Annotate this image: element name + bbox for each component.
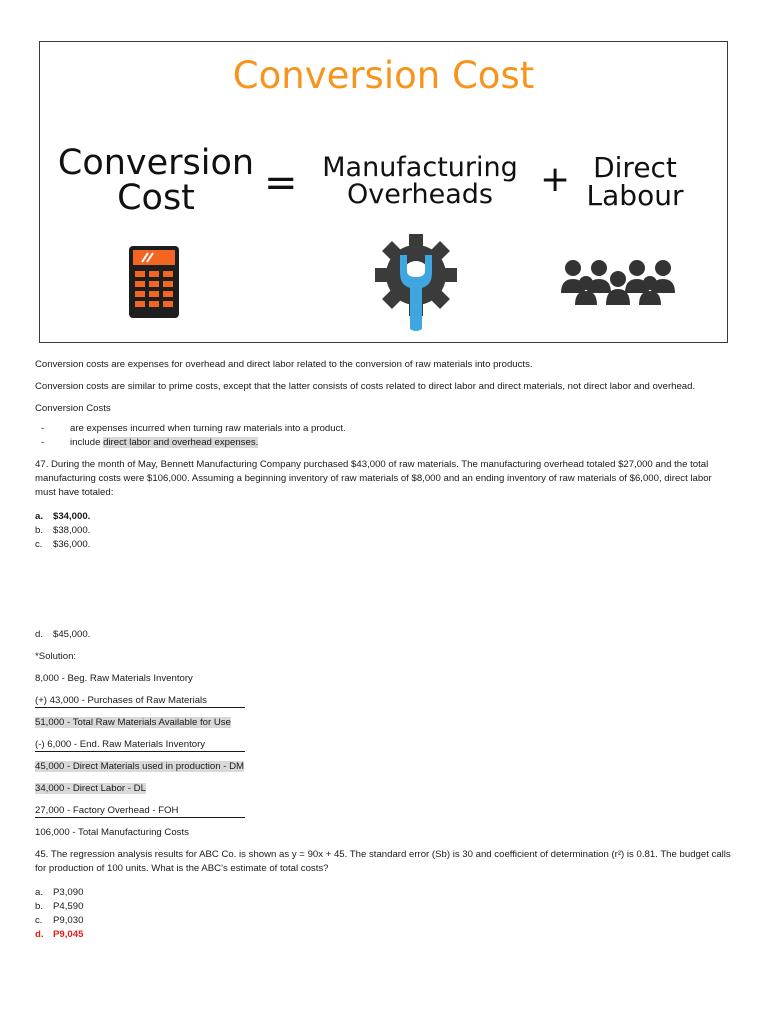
gear-wrench-icon <box>373 233 459 333</box>
highlighted-text: direct labor and overhead expenses. <box>103 437 259 448</box>
calculator-icon <box>128 245 180 319</box>
answer-option-b: b. $38,000. <box>35 525 91 536</box>
answer-option-d: d. P9,045 <box>35 929 84 940</box>
question-47-options <box>35 510 735 642</box>
bullet-item: - are expenses incurred when turning raw materials into a product. <box>35 422 735 436</box>
bullet-item: - include direct labor and overhead expenses. <box>35 436 735 450</box>
plus-sign: + <box>540 159 571 200</box>
solution-line: 27,000 - Factory Overhead - FOH <box>35 804 735 818</box>
banner-title: Conversion Cost <box>232 54 535 97</box>
solution-line: 106,000 - Total Manufacturing Costs <box>35 827 189 838</box>
conversion-costs-bullets <box>35 422 735 450</box>
solution-line: 8,000 - Beg. Raw Materials Inventory <box>35 673 193 684</box>
solution-line: (+) 43,000 - Purchases of Raw Materials <box>35 694 735 708</box>
term-conversion-cost: Conversion Cost <box>57 143 255 218</box>
question-47: 47. During the month of May, Bennett Manufacturing Company purchased $43,000 of raw materials. The manufacturing overhead totaled $27,000 and the total manufacturing costs were $106,000. Assuming a beginning inventory of raw materials of $8,000 and an ending inventory of raw materials of $6,000, direct labor must have totaled: <box>35 459 712 498</box>
answer-option-a: a. $34,000. <box>35 511 91 522</box>
conversion-cost-banner <box>39 41 728 343</box>
solution-line: 51,000 - Total Raw Materials Available for Use <box>35 717 231 728</box>
answer-option-c: c. P9,030 <box>35 915 84 926</box>
document-body <box>35 358 735 942</box>
answer-option-c: c. $36,000. <box>35 539 91 550</box>
solution-line: 45,000 - Direct Materials used in production - DM <box>35 761 245 772</box>
intro-paragraph-2: Conversion costs are similar to prime costs, except that the latter consists of costs related to direct labor and direct materials, not direct labor and overhead. <box>35 381 696 392</box>
question-45-options <box>35 886 735 942</box>
question-45: 45. The regression analysis results for ABC Co. is shown as y = 90x + 45. The standard error (Sb) is 30 and coefficient of determination (r²) is 0.81. The budget calls for production of 100 units. What is the ABC's estimate of total costs? <box>35 849 731 874</box>
answer-option-d: d. $45,000. <box>35 629 91 640</box>
people-group-icon <box>559 259 677 307</box>
solution-line: 34,000 - Direct Labor - DL <box>35 783 146 794</box>
intro-paragraph-1: Conversion costs are expenses for overhead and direct labor related to the conversion of raw materials into products. <box>35 359 533 370</box>
solution-label: *Solution: <box>35 651 77 662</box>
equals-sign: = <box>264 160 298 206</box>
solution-line: (-) 6,000 - End. Raw Materials Inventory <box>35 738 735 752</box>
answer-option-b: b. P4,590 <box>35 901 84 912</box>
answer-option-a: a. P3,090 <box>35 887 84 898</box>
conversion-costs-heading: Conversion Costs <box>35 403 111 414</box>
term-manufacturing-overheads: Manufacturing Overheads <box>322 152 518 210</box>
term-direct-labour: Direct Labour <box>586 151 684 212</box>
